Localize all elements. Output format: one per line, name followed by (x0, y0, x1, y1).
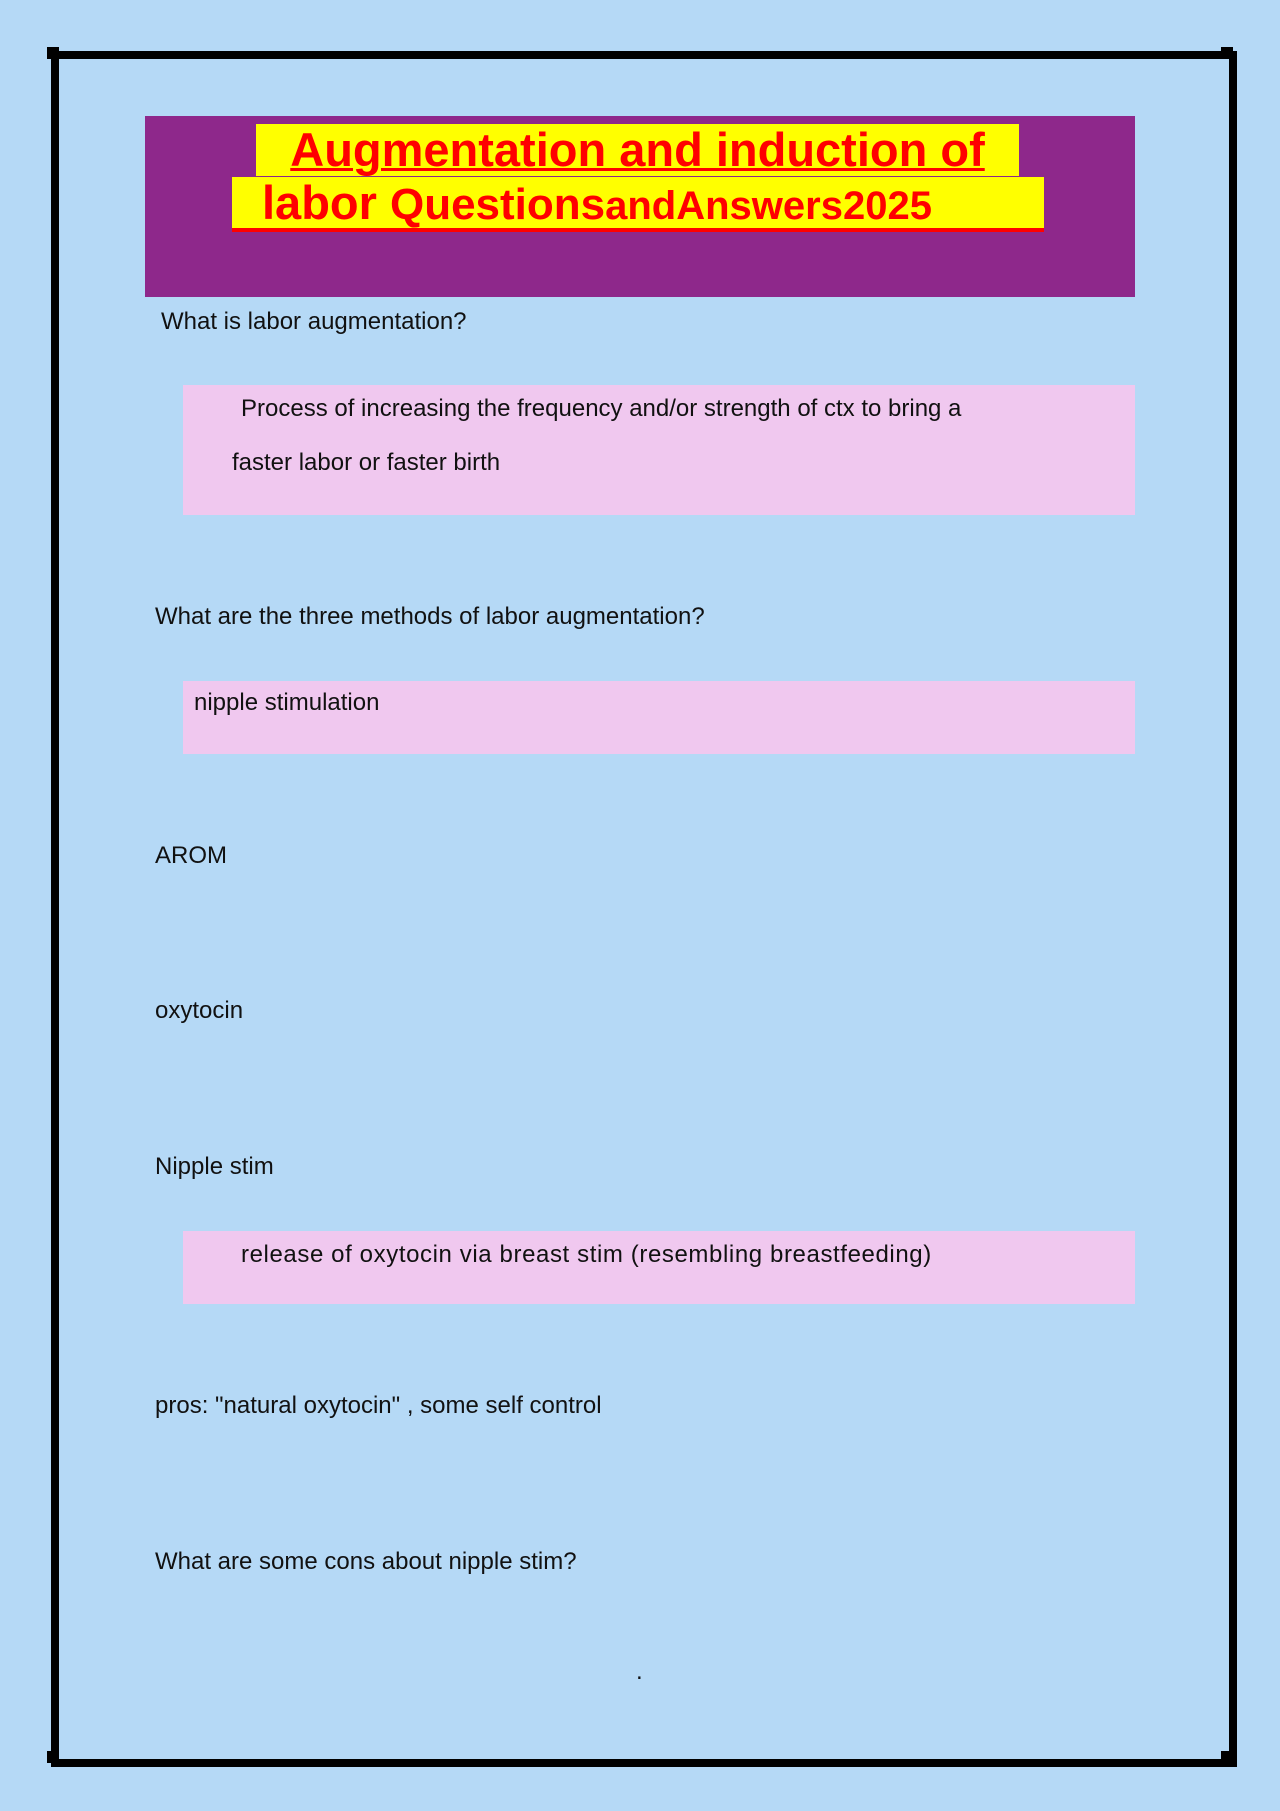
question-4: What are some cons about nipple stim? (155, 1548, 577, 1575)
document-title-text-1: Augmentation and induction of (290, 123, 985, 176)
question-2: What are the three methods of labor augmentation? (155, 603, 705, 630)
document-title-line-1 (256, 124, 1019, 176)
document-title-labor: labor (262, 176, 390, 229)
pros-line: pros: "natural oxytocin" , some self control (155, 1392, 602, 1419)
document-title-line-2 (232, 177, 1044, 232)
document-title-questions: Questions (389, 180, 606, 229)
answer-1-line-1: Process of increasing the frequency and/or strength of ctx to bring a (241, 395, 962, 422)
document-title-and-answers: andAnswers (605, 184, 843, 228)
question-3: Nipple stim (155, 1153, 274, 1180)
footer-dot: . (636, 1658, 643, 1685)
frame-corner-top-right (1221, 47, 1233, 59)
frame-corner-bottom-left (47, 1751, 59, 1763)
list-item-arom: AROM (155, 842, 227, 869)
answer-2: nipple stimulation (194, 689, 380, 716)
frame-corner-bottom-right (1221, 1751, 1233, 1763)
list-item-oxytocin: oxytocin (155, 997, 244, 1024)
answer-1-line-2: faster labor or faster birth (232, 449, 501, 476)
answer-3: release of oxytocin via breast stim (resembling breastfeeding) (241, 1241, 932, 1268)
document-title-year: 2025 (842, 184, 932, 228)
frame-corner-top-left (47, 47, 59, 59)
question-1: What is labor augmentation? (161, 308, 467, 335)
